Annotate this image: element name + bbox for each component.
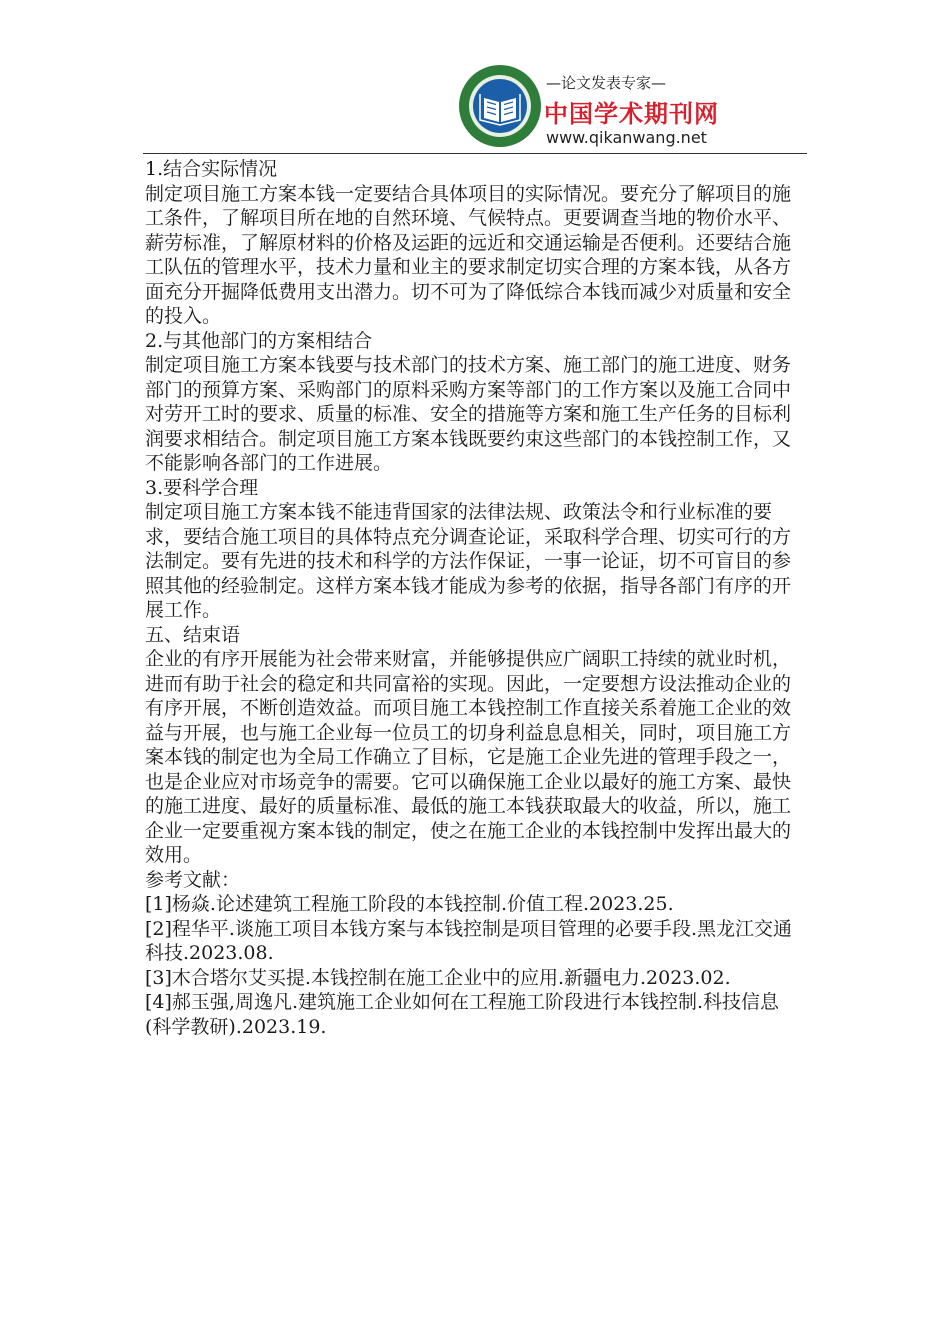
logo-url: www.qikanwang.net	[546, 128, 707, 147]
reference-item: [4]郝玉强,周逸凡.建筑施工企业如何在工程施工阶段进行本钱控制.科技信息(科学教研).2023.19.	[145, 991, 780, 1038]
section-paragraph-2: 制定项目施工方案本钱要与技术部门的技术方案、施工部门的施工进度、财务部门的预算方案、采购部门的原料采购方案等部门的工作方案以及施工合同中对劳开工时的要求、质量的标准、安全的措施等方案和施工生产任务的目标利润要求相结合。制定项目施工方案本钱既要约束这些部门的本钱控制工作，又不能影响各部门的工作进展。	[145, 354, 792, 474]
conclusion-paragraph: 企业的有序开展能为社会带来财富，并能够提供应广阔职工持续的就业时机，进而有助于社会的稳定和共同富裕的实现。因此，一定要想方设法推动企业的有序开展，不断创造效益。而项目施工本钱控制工作直接关系着施工企业的效益与开展，也与施工企业每一位员工的切身利益息息相关，同时，项目施工方案本钱的制定也为全局工作确立了目标，它是施工企业先进的管理手段之一，也是企业应对市场竞争的需要。它可以确保施工企业以最好的施工方案、最快的施工进度、最好的质量标准、最低的施工本钱获取最大的收益，所以，施工企业一定要重视方案本钱的制定，使之在施工企业的本钱控制中发挥出最大的效用。	[145, 648, 792, 866]
section-heading-1: 1.结合实际情况	[145, 158, 278, 180]
logo-emblem-icon	[458, 64, 542, 148]
section-heading-3: 3.要科学合理	[145, 476, 259, 499]
site-logo	[458, 64, 719, 154]
logo-title: 中国学术期刊网	[544, 100, 719, 128]
document-body	[145, 157, 795, 1039]
section-heading-2: 2.与其他部门的方案相结合	[145, 329, 373, 352]
logo-slogan: —论文发表专家—	[546, 74, 667, 92]
references-heading: 参考文献：	[145, 868, 241, 891]
reference-item: [2]程华平.谈施工项目本钱方案与本钱控制是项目管理的必要手段.黑龙江交通科技.2023.08.	[145, 917, 792, 964]
reference-item: [1]杨焱.论述建筑工程施工阶段的本钱控制.价值工程.2023.25.	[145, 893, 674, 915]
section-paragraph-3: 制定项目施工方案本钱不能违背国家的法律法规、政策法令和行业标准的要求，要结合施工项目的具体特点充分调查论证，采取科学合理、切实可行的方法制定。要有先进的技术和科学的方法作保证，一事一论证，切不可盲目的参照其他的经验制定。这样方案本钱才能成为参考的依据，指导各部门有序的开展工作。	[145, 501, 792, 621]
header-divider	[143, 153, 807, 154]
conclusion-heading: 五、结束语	[145, 623, 241, 646]
reference-item: [3]木合塔尔艾买提.本钱控制在施工企业中的应用.新疆电力.2023.02.	[145, 966, 731, 989]
section-paragraph-1: 制定项目施工方案本钱一定要结合具体项目的实际情况。要充分了解项目的施工条件，了解项目所在地的自然环境、气候特点。更要调查当地的物价水平、薪劳标准，了解原材料的价格及运距的远近和交通运输是否便利。还要结合施工队伍的管理水平，技术力量和业主的要求制定切实合理的方案本钱，从各方面充分开掘降低费用支出潜力。切不可为了降低综合本钱而减少对质量和安全的投入。	[145, 182, 792, 327]
